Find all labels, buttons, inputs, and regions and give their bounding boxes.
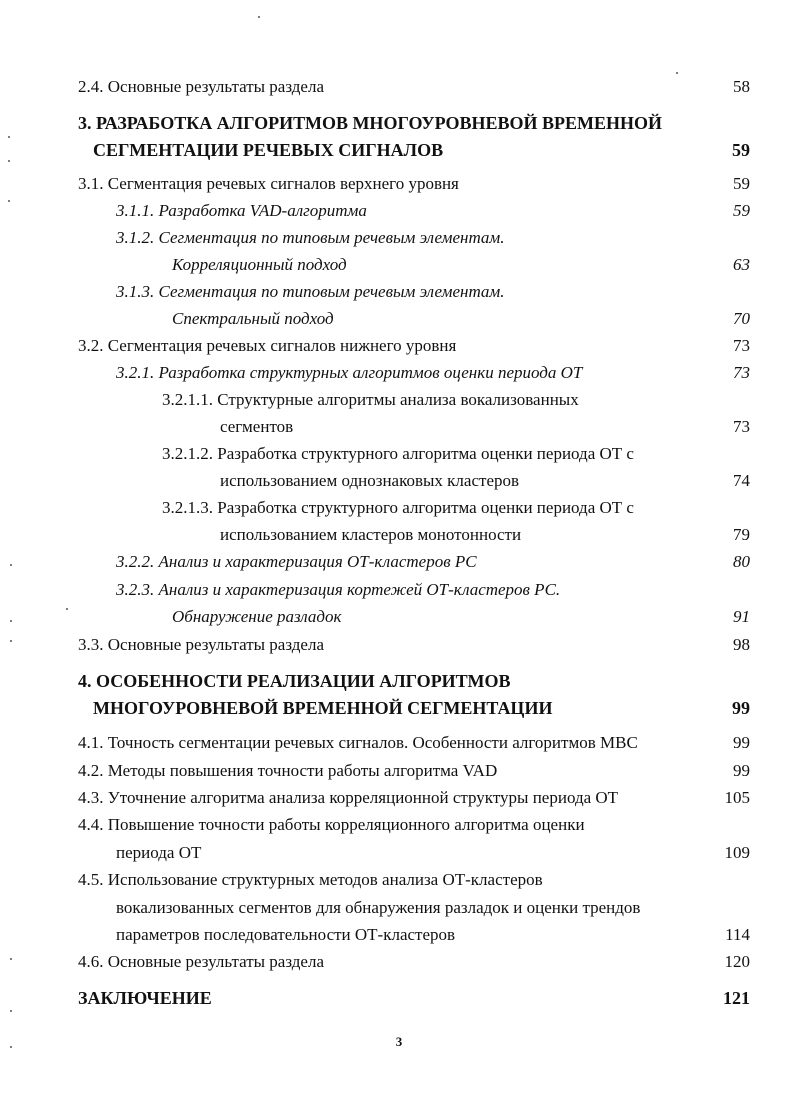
toc-entry <box>0 387 798 413</box>
toc-entry <box>0 604 798 630</box>
toc-entry-text: 4.2. Методы повышения точности работы алгоритма VAD <box>78 761 498 780</box>
toc-entry-text: 3.2.1. Разработка структурных алгоритмов оценки периода ОТ <box>116 363 583 382</box>
toc-entry-page: 70 <box>733 309 750 328</box>
toc-entry-page: 59 <box>733 201 750 220</box>
toc-entry <box>0 468 798 494</box>
toc-entry-page: 91 <box>733 607 750 626</box>
toc-entry-page: 79 <box>733 525 750 544</box>
toc-entry-text: 3.2.1.2. Разработка структурного алгоритма оценки периода ОТ с <box>162 444 634 463</box>
toc-entry-text: 3.2. Сегментация речевых сигналов нижнего уровня <box>78 336 457 355</box>
toc-entry-text: СЕГМЕНТАЦИИ РЕЧЕВЫХ СИГНАЛОВ <box>93 140 444 160</box>
toc-entry-page: 121 <box>723 988 750 1008</box>
toc-chapter-heading <box>0 137 798 163</box>
toc-entry <box>0 949 798 975</box>
scan-speck <box>8 160 10 162</box>
toc-entry-text: Спектральный подход <box>172 309 334 328</box>
toc-entry-page: 59 <box>732 140 750 160</box>
toc-chapter-heading <box>0 668 798 694</box>
toc-entry-text: Обнаружение разладок <box>172 607 342 626</box>
scan-speck <box>8 136 10 138</box>
toc-entry <box>0 495 798 521</box>
scan-speck <box>10 1010 12 1012</box>
toc-entry <box>0 252 798 278</box>
toc-entry-text: 4.1. Точность сегментации речевых сигналов. Особенности алгоритмов МВС <box>78 733 638 752</box>
toc-entry <box>0 279 798 305</box>
toc-entry <box>0 840 798 866</box>
toc-entry <box>0 922 798 948</box>
scan-speck <box>258 16 260 18</box>
toc-entry <box>0 225 798 251</box>
toc-entry-text: 4.6. Основные результаты раздела <box>78 952 324 971</box>
toc-entry-text: использованием однознаковых кластеров <box>220 471 520 490</box>
toc-entry-page: 63 <box>733 255 750 274</box>
toc-entry-page: 99 <box>732 698 750 718</box>
scan-speck <box>676 72 678 74</box>
toc-entry-text: использованием кластеров монотонности <box>220 525 522 544</box>
toc-entry-text: 3.2.2. Анализ и характеризация ОТ-кластеров РС <box>116 552 477 571</box>
toc-entry-text: Корреляционный подход <box>172 255 347 274</box>
toc-entry-page: 59 <box>733 174 750 193</box>
scan-speck <box>8 200 10 202</box>
toc-entry <box>0 74 798 100</box>
toc-entry <box>0 171 798 197</box>
toc-entry-page: 74 <box>733 471 750 490</box>
toc-entry-text: 4. ОСОБЕННОСТИ РЕАЛИЗАЦИИ АЛГОРИТМОВ <box>78 671 511 691</box>
toc-entry-page: 120 <box>724 952 750 971</box>
scan-speck <box>10 620 12 622</box>
toc-entry-page: 58 <box>733 77 750 96</box>
toc-entry-text: 2.4. Основные результаты раздела <box>78 77 324 96</box>
toc-entry-text: 3.1.1. Разработка VAD-алгоритма <box>116 201 367 220</box>
scan-speck <box>10 1046 12 1048</box>
toc-entry-page: 105 <box>724 788 750 807</box>
toc-entry-text: ЗАКЛЮЧЕНИЕ <box>78 988 212 1008</box>
toc-entry-text: 3.2.1.1. Структурные алгоритмы анализа вокализованных <box>162 390 579 409</box>
toc-entry-text: вокализованных сегментов для обнаружения разладок и оценки трендов <box>116 898 641 917</box>
toc-entry-text: МНОГОУРОВНЕВОЙ ВРЕМЕННОЙ СЕГМЕНТАЦИИ <box>93 698 553 718</box>
toc-entry-page: 114 <box>725 925 750 944</box>
toc-entry-text: 4.5. Использование структурных методов анализа ОТ-кластеров <box>78 870 543 889</box>
toc-entry <box>0 198 798 224</box>
toc-entry-page: 73 <box>733 336 750 355</box>
scan-speck <box>10 640 12 642</box>
toc-entry-page: 109 <box>724 843 750 862</box>
toc-entry-text: параметров последовательности ОТ-кластеров <box>116 925 456 944</box>
toc-chapter-heading <box>0 110 798 136</box>
toc-entry <box>0 522 798 548</box>
toc-entry-page: 80 <box>733 552 750 571</box>
toc-entry <box>0 632 798 658</box>
toc-entry-text: 4.4. Повышение точности работы корреляционного алгоритма оценки <box>78 815 585 834</box>
toc-entry <box>0 549 798 575</box>
toc-chapter-heading <box>0 985 798 1011</box>
toc-entry-text: 3.1.2. Сегментация по типовым речевым элементам. <box>116 228 505 247</box>
toc-entry-page: 99 <box>733 761 750 780</box>
toc-entry-text: 3.2.3. Анализ и характеризация кортежей ОТ-кластеров РС. <box>116 580 561 599</box>
toc-entry-text: 3. РАЗРАБОТКА АЛГОРИТМОВ МНОГОУРОВНЕВОЙ ВРЕМЕННОЙ <box>78 113 663 133</box>
toc-entry <box>0 867 798 893</box>
toc-entry-text: сегментов <box>220 417 294 436</box>
toc-entry <box>0 730 798 756</box>
toc-entry-page: 73 <box>733 417 750 436</box>
toc-entry-text: 3.3. Основные результаты раздела <box>78 635 324 654</box>
toc-chapter-heading <box>0 695 798 721</box>
toc-entry-page: 98 <box>733 635 750 654</box>
toc-entry <box>0 785 798 811</box>
page-number: 3 <box>395 1034 403 1049</box>
scan-speck <box>66 608 68 610</box>
toc-entry <box>0 758 798 784</box>
toc-entry-text: 3.1. Сегментация речевых сигналов верхнего уровня <box>78 174 459 193</box>
scan-speck <box>10 564 12 566</box>
scan-speck <box>10 958 12 960</box>
toc-entry <box>0 360 798 386</box>
toc-entry-text: 3.1.3. Сегментация по типовым речевым элементам. <box>116 282 505 301</box>
toc-entry <box>0 895 798 921</box>
toc-entry <box>0 414 798 440</box>
toc-entry-page: 73 <box>733 363 750 382</box>
toc-entry-text: 3.2.1.3. Разработка структурного алгоритма оценки периода ОТ с <box>162 498 634 517</box>
toc-entry-page: 99 <box>733 733 750 752</box>
toc-entry <box>0 812 798 838</box>
toc-entry <box>0 333 798 359</box>
toc-entry-text: периода ОТ <box>116 843 202 862</box>
toc-entry <box>0 306 798 332</box>
toc-entry <box>0 441 798 467</box>
toc-entry-text: 4.3. Уточнение алгоритма анализа корреляционной структуры периода ОТ <box>78 788 619 807</box>
toc-entry <box>0 577 798 603</box>
